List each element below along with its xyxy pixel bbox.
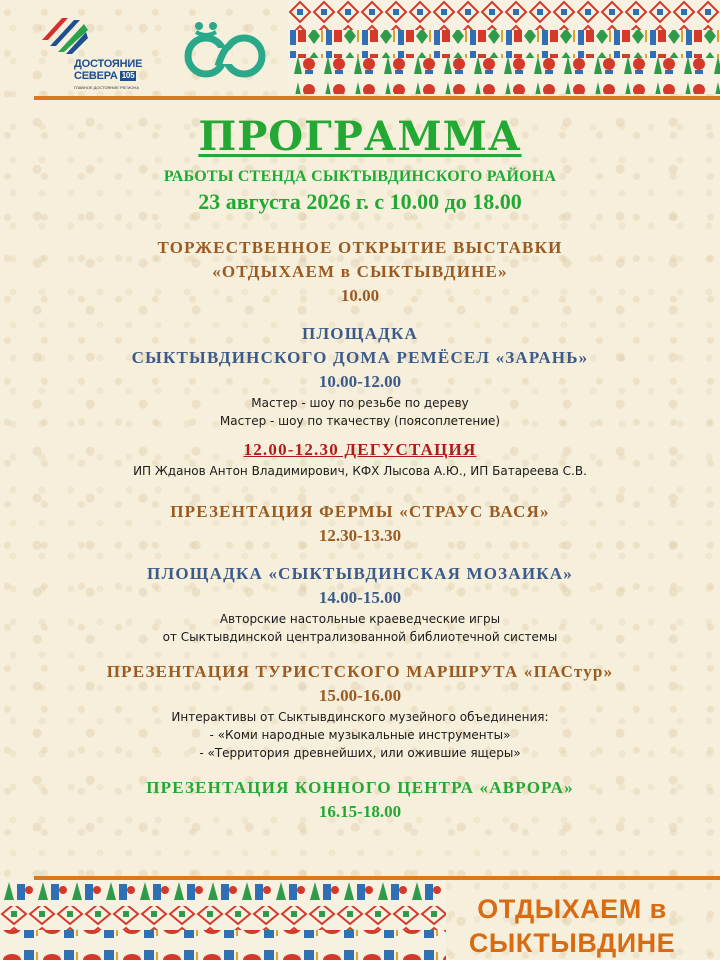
route-line1: ПРЕЗЕНТАЦИЯ ТУРИСТСКОГО МАРШРУТА «ПАСтур» — [106, 662, 614, 681]
route-time: 15.00-16.00 — [318, 686, 402, 705]
mosaic-time: 14.00-15.00 — [318, 588, 402, 607]
slogan — [462, 892, 682, 960]
crafts-line1: ПЛОЩАДКА — [302, 324, 418, 343]
block-crafts — [0, 322, 720, 430]
opening-line1: ТОРЖЕСТВЕННОЕ ОТКРЫТИЕ ВЫСТАВКИ — [157, 238, 563, 257]
crafts-note-2: Мастер - шоу по ткачеству (поясоплетение) — [219, 414, 501, 428]
program-subtitle: РАБОТЫ СТЕНДА СЫКТЫВДИНСКОГО РАЙОНА — [163, 168, 557, 185]
opening-time: 10.00 — [340, 286, 380, 305]
farm-time: 12.30-13.30 — [318, 526, 402, 545]
logo-infinity — [178, 18, 272, 84]
logo-line1: ДОСТОЯНИЕ — [74, 58, 143, 70]
block-route — [0, 660, 720, 762]
program-content — [0, 112, 720, 824]
logo-line2: СЕВЕРА — [74, 70, 118, 82]
crafts-note-1: Мастер - шоу по резьбе по дереву — [251, 396, 469, 410]
horse-time: 16.15-18.00 — [318, 802, 402, 821]
slogan-line2: СЫКТЫВДИНЕ — [468, 928, 676, 958]
route-note-1: Интерактивы от Сыктывдинского музейного объединения: — [171, 710, 549, 724]
farm-line1: ПРЕЗЕНТАЦИЯ ФЕРМЫ «СТРАУС ВАСЯ» — [170, 502, 550, 521]
logo-tagline: ГЛАВНОЕ ДОСТОЯНИЕ РЕГИОНА — [74, 85, 140, 90]
tasting-line1: 12.00-12.30 ДЕГУСТАЦИЯ — [243, 440, 477, 459]
slogan-line1: ОТДЫХАЕМ в — [477, 894, 667, 924]
crafts-line2: СЫКТЫВДИНСКОГО ДОМА РЕМЁСЕЛ «ЗАРАНЬ» — [131, 348, 589, 367]
route-note-3: - «Территория древнейших, или ожившие ящеры» — [199, 746, 521, 760]
header — [0, 0, 720, 100]
divider-top — [34, 96, 720, 100]
mosaic-line1: ПЛОЩАДКА «СЫКТЫВДИНСКАЯ МОЗАИКА» — [147, 564, 573, 583]
folk-ornament-bottom — [0, 878, 446, 960]
block-tasting — [0, 438, 720, 480]
block-mosaic — [0, 562, 720, 646]
block-opening — [0, 236, 720, 308]
block-horse — [0, 776, 720, 824]
logo-dostoyanie-severa — [36, 10, 146, 90]
logo-badge: 105 — [121, 71, 135, 81]
crafts-time: 10.00-12.00 — [318, 372, 402, 391]
block-farm — [0, 500, 720, 548]
opening-line2: «ОТДЫХАЕМ в СЫКТЫВДИНЕ» — [212, 262, 508, 281]
tasting-note-1: ИП Жданов Антон Владимирович, КФХ Лысова А.Ю., ИП Батареева С.В. — [133, 464, 587, 478]
mosaic-note-1: Авторские настольные краеведческие игры — [219, 612, 501, 626]
program-dateline: 23 августа 2026 г. с 10.00 до 18.00 — [198, 189, 522, 214]
folk-ornament-top — [288, 0, 720, 94]
infinity-icon — [178, 18, 272, 84]
route-note-2: - «Коми народные музыкальные инструменты» — [209, 728, 511, 742]
stripes-logo-icon — [40, 10, 90, 56]
mosaic-note-2: от Сыктывдинской централизованной библиотечной системы — [162, 630, 558, 644]
program-title: ПРОГРАММА — [198, 113, 522, 160]
horse-line1: ПРЕЗЕНТАЦИЯ КОННОГО ЦЕНТРА «АВРОРА» — [146, 778, 574, 797]
